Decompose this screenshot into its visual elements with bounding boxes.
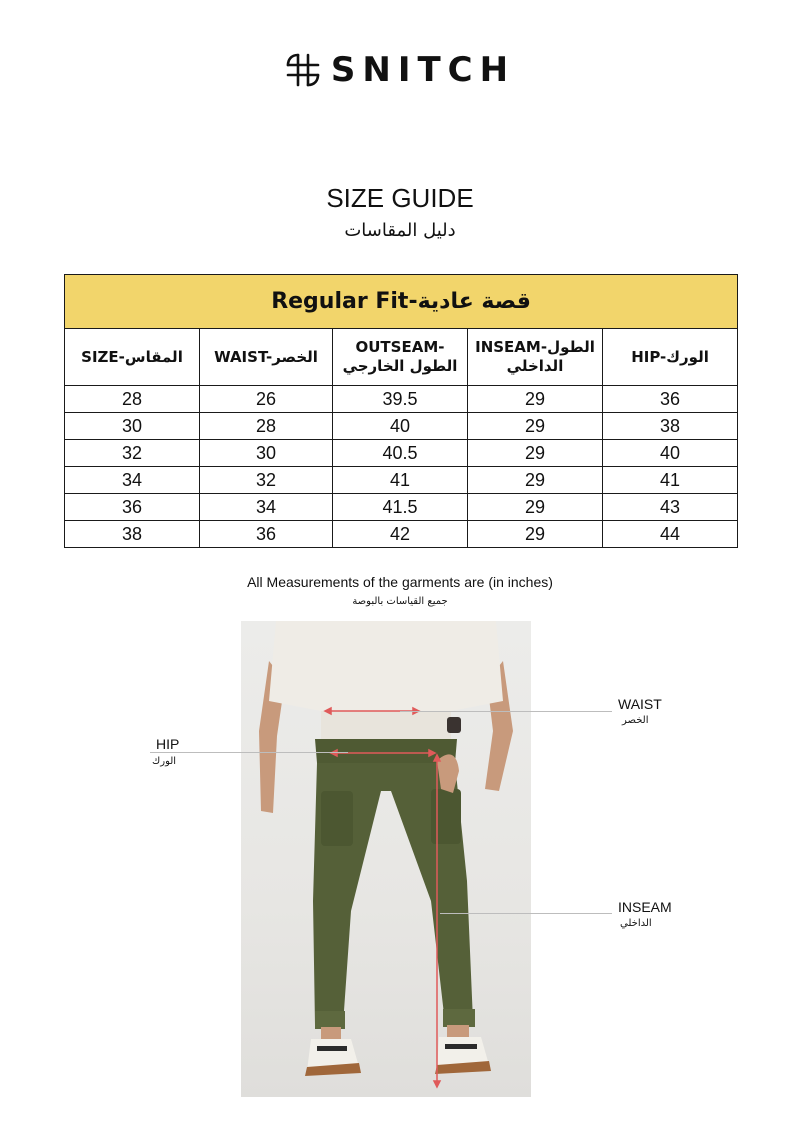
inseam-leader-line (440, 913, 612, 914)
table-cell: 36 (200, 521, 333, 548)
measurement-note-arabic: جميع القياسات بالبوصة (352, 596, 448, 607)
table-cell: 32 (65, 440, 200, 467)
model-photo (241, 621, 531, 1097)
snitch-logo-icon (285, 52, 321, 88)
measurement-note: All Measurements of the garments are (in inches) (247, 574, 553, 590)
inseam-label-arabic: الداخلي (620, 918, 652, 929)
table-cell: 40.5 (333, 440, 468, 467)
table-row (65, 413, 738, 440)
column-header-hip: HIP-الورك (603, 329, 738, 386)
hip-leader-line (150, 752, 348, 753)
model-illustration (241, 621, 531, 1097)
table-row (65, 440, 738, 467)
waist-label: WAIST (618, 696, 662, 712)
size-table (64, 274, 737, 548)
table-cell: 34 (65, 467, 200, 494)
column-header-size: SIZE-المقاس (65, 329, 200, 386)
table-cell: 28 (65, 386, 200, 413)
table-row (65, 521, 738, 548)
hip-label-arabic: الورك (152, 756, 177, 767)
table-cell: 30 (65, 413, 200, 440)
table-cell: 40 (333, 413, 468, 440)
table-cell: 42 (333, 521, 468, 548)
table-cell: 41 (603, 467, 738, 494)
page-title: SIZE GUIDE (326, 183, 474, 213)
column-header-inseam: INSEAM-الطول الداخلي (468, 329, 603, 386)
table-cell: 38 (65, 521, 200, 548)
waist-label-arabic: الخصر (622, 715, 649, 726)
table-row (65, 386, 738, 413)
table-cell: 32 (200, 467, 333, 494)
table-cell: 29 (468, 386, 603, 413)
table-cell: 29 (468, 521, 603, 548)
column-header-outseam: OUTSEAM- الطول الخارجي (333, 329, 468, 386)
table-row (65, 494, 738, 521)
table-cell: 28 (200, 413, 333, 440)
waist-leader-line (400, 711, 612, 712)
table-cell: 36 (603, 386, 738, 413)
table-cell: 43 (603, 494, 738, 521)
brand-logo (0, 50, 800, 90)
hip-label: HIP (156, 736, 180, 752)
table-cell: 41 (333, 467, 468, 494)
table-cell: 34 (200, 494, 333, 521)
table-cell: 44 (603, 521, 738, 548)
table-cell: 39.5 (333, 386, 468, 413)
brand-name: SNITCH (330, 50, 516, 90)
table-cell: 36 (65, 494, 200, 521)
table-cell: 30 (200, 440, 333, 467)
table-cell: 29 (468, 440, 603, 467)
table-cell: 40 (603, 440, 738, 467)
table-cell: 29 (468, 413, 603, 440)
page-title-arabic: دليل المقاسات (344, 220, 456, 241)
table-cell: 41.5 (333, 494, 468, 521)
table-cell: 38 (603, 413, 738, 440)
inseam-label: INSEAM (618, 899, 672, 915)
table-cell: 29 (468, 467, 603, 494)
table-cell: 26 (200, 386, 333, 413)
column-header-waist: WAIST-الخصر (200, 329, 333, 386)
table-row (65, 467, 738, 494)
table-cell: 29 (468, 494, 603, 521)
fit-header: Regular Fit-قصة عادية (65, 275, 738, 329)
